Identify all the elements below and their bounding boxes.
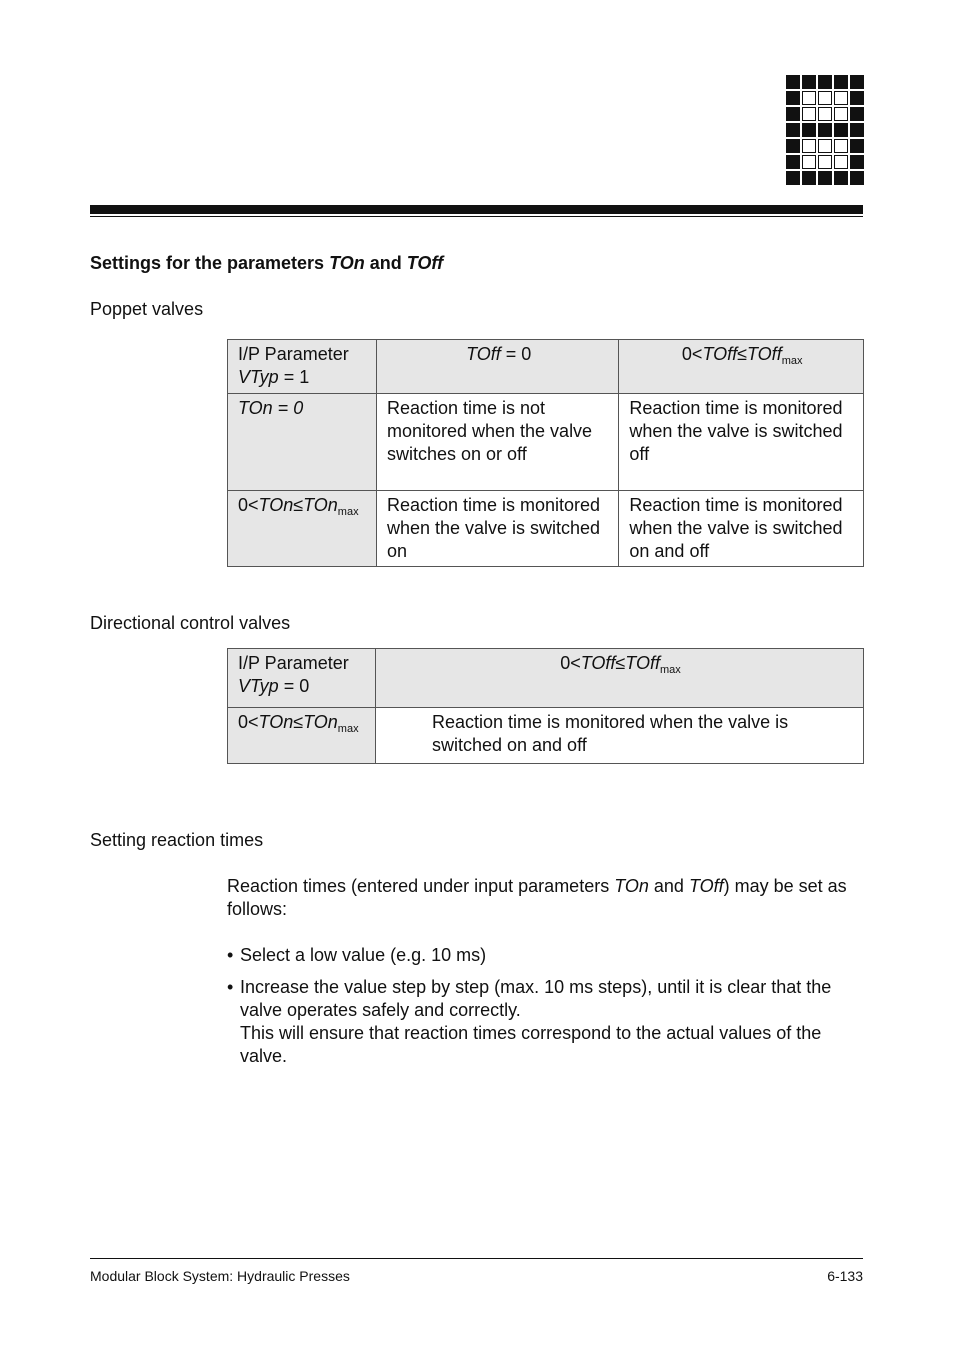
- section-title-reaction: Setting reaction times: [90, 830, 264, 850]
- logo-square: [834, 75, 848, 89]
- bullet-dot: •: [227, 945, 234, 965]
- cell-text: ≤: [737, 344, 748, 364]
- cell-text: ≤: [615, 653, 626, 673]
- para-text: ) may be set as follows:: [227, 876, 847, 919]
- cell-text: 0<: [681, 344, 703, 364]
- header-cell-ip-parameter: [228, 649, 376, 708]
- logo-square: [802, 123, 816, 137]
- cell-var: TOn: [303, 495, 338, 515]
- table-row: [228, 491, 864, 567]
- logo-square: [818, 139, 832, 153]
- logo-square: [802, 155, 816, 169]
- page-number: 6-133: [827, 1268, 863, 1284]
- heading-param-toff: TOff: [406, 253, 444, 273]
- para-var: TOff: [688, 876, 724, 896]
- poppet-valves-table: [227, 339, 864, 567]
- logo-square: [850, 75, 864, 89]
- logo-square: [786, 75, 800, 89]
- header-cell-toff-zero: [376, 340, 618, 394]
- cell-sub: max: [659, 664, 681, 676]
- table-cell: Reaction time is not monitored when the valve switches on or off: [376, 394, 618, 491]
- page-heading: [90, 252, 443, 275]
- cell-sub: max: [781, 355, 803, 367]
- list-item: [227, 976, 867, 1068]
- cell-text: ≤: [293, 712, 304, 732]
- cell-var: TOff: [747, 344, 782, 364]
- logo-square: [834, 171, 848, 185]
- row-label-ton-range: [228, 708, 376, 764]
- logo-square: [786, 107, 800, 121]
- table-cell: Reaction time is monitored when the valve is switched on: [376, 491, 618, 567]
- directional-valves-table: [227, 648, 864, 764]
- logo-square: [786, 123, 800, 137]
- table-row: [228, 649, 864, 708]
- table-cell: Reaction time is monitored when the valve is switched off: [619, 394, 864, 491]
- intro-paragraph: [227, 875, 857, 921]
- cell-var: TOff: [625, 653, 660, 673]
- cell-var: TOn: [258, 495, 294, 515]
- logo-square: [802, 75, 816, 89]
- cell-sub: max: [337, 723, 359, 735]
- cell-var: TOn = 0: [238, 398, 304, 418]
- logo-square: [834, 155, 848, 169]
- cell-text: I/P Parameter: [238, 344, 349, 364]
- logo-square: [802, 139, 816, 153]
- heading-param-ton: TOn: [329, 253, 365, 273]
- list-item: [227, 944, 867, 967]
- logo-square: [786, 139, 800, 153]
- logo-square: [786, 91, 800, 105]
- logo-square: [850, 171, 864, 185]
- logo-square: [834, 91, 848, 105]
- heading-text: Settings for the parameters: [90, 253, 330, 273]
- logo-square: [850, 139, 864, 153]
- logo-square: [818, 107, 832, 121]
- cell-var: TOn: [258, 712, 294, 732]
- cell-text: 0<: [238, 495, 259, 515]
- cell-sub: max: [337, 506, 359, 518]
- cell-text: = 0: [278, 676, 310, 696]
- row-label-ton-range: [228, 491, 377, 567]
- cell-text: = 0: [500, 344, 532, 364]
- header-cell-ip-parameter: [228, 340, 377, 394]
- logo-square: [802, 171, 816, 185]
- logo-square: [786, 171, 800, 185]
- table-cell: Reaction time is monitored when the valve is switched on and off: [619, 491, 864, 567]
- cell-var: VTyp: [238, 367, 279, 387]
- cell-var: TOff: [702, 344, 738, 364]
- row-label-ton-zero: [228, 394, 377, 491]
- list-item-text-b: This will ensure that reaction times correspond to the actual values of the valve.: [240, 1023, 822, 1066]
- header-cell-toff-range: [619, 340, 864, 394]
- list-item-text: [240, 976, 867, 1068]
- cell-text: 0<: [560, 653, 581, 673]
- list-item-text: Select a low value (e.g. 10 ms): [240, 945, 487, 965]
- para-text: and: [648, 876, 689, 896]
- section-title-poppet: Poppet valves: [90, 299, 204, 319]
- logo-square: [802, 91, 816, 105]
- logo-square: [818, 171, 832, 185]
- cell-var: VTyp: [238, 676, 279, 696]
- logo-square: [818, 123, 832, 137]
- cell-var: TOn: [303, 712, 338, 732]
- header-cell-toff-range: [375, 649, 863, 708]
- logo-square: [802, 107, 816, 121]
- logo-square: [834, 123, 848, 137]
- cell-text: 0<: [238, 712, 259, 732]
- header-rule-thick: [90, 205, 863, 214]
- cell-text: = 1: [278, 367, 310, 387]
- section-title-directional: Directional control valves: [90, 613, 291, 633]
- logo-square: [850, 91, 864, 105]
- list-item-text-a: Increase the value step by step (max. 10 ms steps), until it is clear that the valve operates safely and correctly.: [240, 977, 832, 1020]
- footer-title: Modular Block System: Hydraulic Presses: [90, 1268, 350, 1284]
- table-row: [228, 340, 864, 394]
- footer-rule: [90, 1258, 863, 1259]
- table-row: [228, 708, 864, 764]
- logo-square: [786, 155, 800, 169]
- logo-square: [818, 155, 832, 169]
- table-row: [228, 394, 864, 491]
- logo-square: [834, 139, 848, 153]
- cell-var: TOff: [466, 344, 501, 364]
- bullet-dot: •: [227, 977, 234, 997]
- company-logo: [786, 75, 864, 185]
- para-var: TOn: [614, 876, 649, 896]
- cell-var: TOff: [580, 653, 616, 673]
- table-cell: Reaction time is monitored when the valve is switched on and off: [375, 708, 863, 764]
- para-text: Reaction times (entered under input parameters: [227, 876, 615, 896]
- logo-square: [834, 107, 848, 121]
- logo-square: [850, 155, 864, 169]
- cell-text: ≤: [293, 495, 304, 515]
- header-rule-thin: [90, 216, 863, 217]
- cell-text: I/P Parameter: [238, 653, 349, 673]
- logo-square: [818, 75, 832, 89]
- logo-square: [850, 123, 864, 137]
- logo-square: [818, 91, 832, 105]
- heading-text-and: and: [364, 253, 407, 273]
- logo-square: [850, 107, 864, 121]
